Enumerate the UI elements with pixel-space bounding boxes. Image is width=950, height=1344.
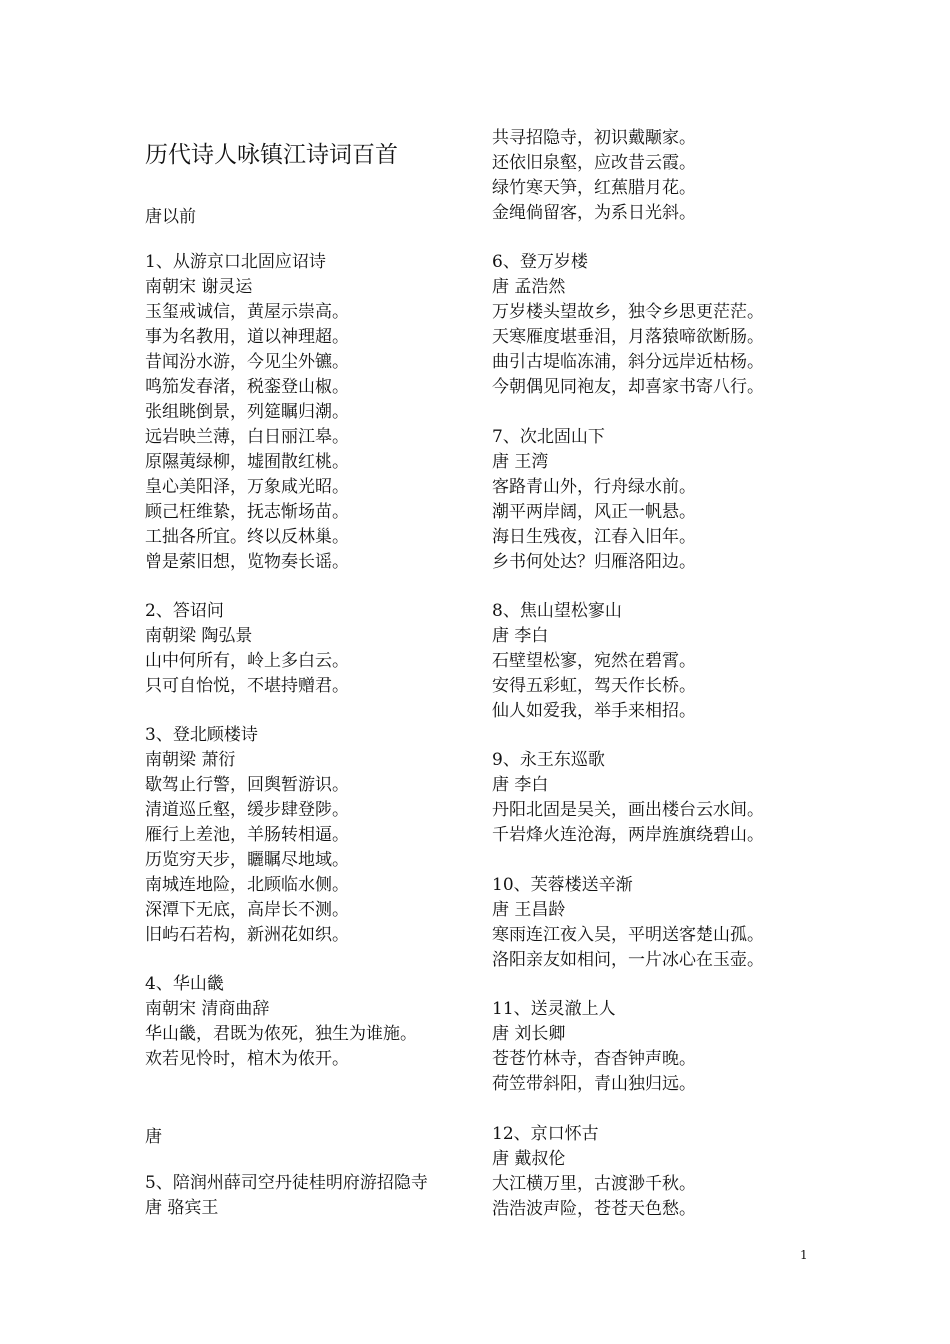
poem-title: 5、陪润州薛司空丹徒桂明府游招隐寺 <box>145 1173 428 1193</box>
poem-line: 曲引古堤临冻浦，斜分远岸近枯杨。 <box>492 352 764 372</box>
poem-author: 南朝宋 谢灵运 <box>145 277 253 297</box>
poem-line: 昔闻汾水游，今见尘外镳。 <box>145 352 349 372</box>
section-heading-pre-tang: 唐以前 <box>145 207 196 227</box>
poem-author: 唐 李白 <box>492 626 549 646</box>
poem-title: 7、次北固山下 <box>492 427 605 447</box>
poem-line: 金绳倘留客，为系日光斜。 <box>492 203 696 223</box>
poem-line: 历览穷天步，矖瞩尽地域。 <box>145 850 349 870</box>
page-title: 历代诗人咏镇江诗词百首 <box>145 142 398 168</box>
poem-line: 苍苍竹林寺，杳杳钟声晚。 <box>492 1049 696 1069</box>
poem-line: 乡书何处达？归雁洛阳边。 <box>492 552 696 572</box>
poem-line: 雁行上差池，羊肠转相逼。 <box>145 825 349 845</box>
poem-title: 12、京口怀古 <box>492 1124 599 1144</box>
poem-line: 安得五彩虹，驾天作长桥。 <box>492 676 696 696</box>
poem-line: 客路青山外，行舟绿水前。 <box>492 477 696 497</box>
poem-line: 远岩映兰薄，白日丽江皋。 <box>145 427 349 447</box>
poem-line: 只可自怡悦，不堪持赠君。 <box>145 676 349 696</box>
poem-author: 唐 孟浩然 <box>492 277 566 297</box>
page-number: 1 <box>800 1248 808 1262</box>
poem-title: 8、焦山望松寥山 <box>492 601 622 621</box>
poem-line: 皇心美阳泽，万象咸光昭。 <box>145 477 349 497</box>
poem-author: 唐 李白 <box>492 775 549 795</box>
poem-line: 清道巡丘壑，缓步肆登陟。 <box>145 800 349 820</box>
poem-line: 事为名教用，道以神理超。 <box>145 327 349 347</box>
poem-line: 欢若见怜时，棺木为侬开。 <box>145 1049 349 1069</box>
poem-line: 还依旧泉壑，应改昔云霞。 <box>492 153 696 173</box>
poem-line: 大江横万里，古渡渺千秋。 <box>492 1174 696 1194</box>
poem-line: 南城连地险，北顾临水侧。 <box>145 875 349 895</box>
poem-title: 10、芙蓉楼送辛渐 <box>492 875 633 895</box>
poem-line: 工拙各所宜。终以反林巢。 <box>145 527 349 547</box>
poem-line: 深潭下无底，高岸长不测。 <box>145 900 349 920</box>
poem-line: 千岩烽火连沧海，两岸旌旗绕碧山。 <box>492 825 764 845</box>
poem-author: 唐 王湾 <box>492 452 549 472</box>
poem-line: 海日生残夜，江春入旧年。 <box>492 527 696 547</box>
poem-line: 顾己枉维絷，抚志惭场苗。 <box>145 502 349 522</box>
poem-title: 6、登万岁楼 <box>492 252 588 272</box>
poem-title: 1、从游京口北固应诏诗 <box>145 252 326 272</box>
poem-line: 天寒雁度堪垂泪，月落猿啼欲断肠。 <box>492 327 764 347</box>
poem-title: 9、永王东巡歌 <box>492 750 605 770</box>
poem-line: 寒雨连江夜入吴，平明送客楚山孤。 <box>492 925 764 945</box>
poem-author: 唐 王昌龄 <box>492 900 566 920</box>
poem-author: 南朝宋 清商曲辞 <box>145 999 270 1019</box>
poem-title: 11、送灵澈上人 <box>492 999 616 1019</box>
poem-title: 4、华山畿 <box>145 974 224 994</box>
poem-line: 潮平两岸阔，风正一帆悬。 <box>492 502 696 522</box>
poem-line: 张组眺倒景，列筵瞩归潮。 <box>145 402 349 422</box>
poem-line: 石壁望松寥，宛然在碧霄。 <box>492 651 696 671</box>
poem-line: 仙人如爱我，举手来相招。 <box>492 701 696 721</box>
poem-line: 荷笠带斜阳，青山独归远。 <box>492 1074 696 1094</box>
poem-author: 唐 戴叔伦 <box>492 1149 566 1169</box>
poem-line: 绿竹寒天笋，红蕉腊月花。 <box>492 178 696 198</box>
poem-title: 2、答诏问 <box>145 601 224 621</box>
poem-line: 洛阳亲友如相问，一片冰心在玉壶。 <box>492 950 764 970</box>
poem-line: 万岁楼头望故乡，独令乡思更茫茫。 <box>492 302 764 322</box>
poem-author: 唐 骆宾王 <box>145 1198 219 1218</box>
poem-line: 歇驾止行警，回舆暂游识。 <box>145 775 349 795</box>
poem-line: 山中何所有，岭上多白云。 <box>145 651 349 671</box>
poem-line: 华山畿，君既为侬死，独生为谁施。 <box>145 1024 417 1044</box>
poem-line: 玉玺戒诚信，黄屋示崇高。 <box>145 302 349 322</box>
poem-line: 丹阳北固是吴关，画出楼台云水间。 <box>492 800 764 820</box>
poem-line: 原隰荑绿柳，墟囿散红桃。 <box>145 452 349 472</box>
poem-author: 唐 刘长卿 <box>492 1024 566 1044</box>
poem-line: 共寻招隐寺，初识戴颙家。 <box>492 128 696 148</box>
poem-author: 南朝梁 萧衍 <box>145 750 236 770</box>
poem-author: 南朝梁 陶弘景 <box>145 626 253 646</box>
poem-line: 旧屿石若构，新洲花如织。 <box>145 925 349 945</box>
poem-line: 曾是萦旧想，览物奏长谣。 <box>145 552 349 572</box>
poem-line: 鸣笳发春渚，税銮登山椒。 <box>145 377 349 397</box>
poem-title: 3、登北顾楼诗 <box>145 725 258 745</box>
section-heading-tang: 唐 <box>145 1127 162 1147</box>
poem-line: 浩浩波声险，苍苍天色愁。 <box>492 1199 696 1219</box>
poem-line: 今朝偶见同袍友，却喜家书寄八行。 <box>492 377 764 397</box>
